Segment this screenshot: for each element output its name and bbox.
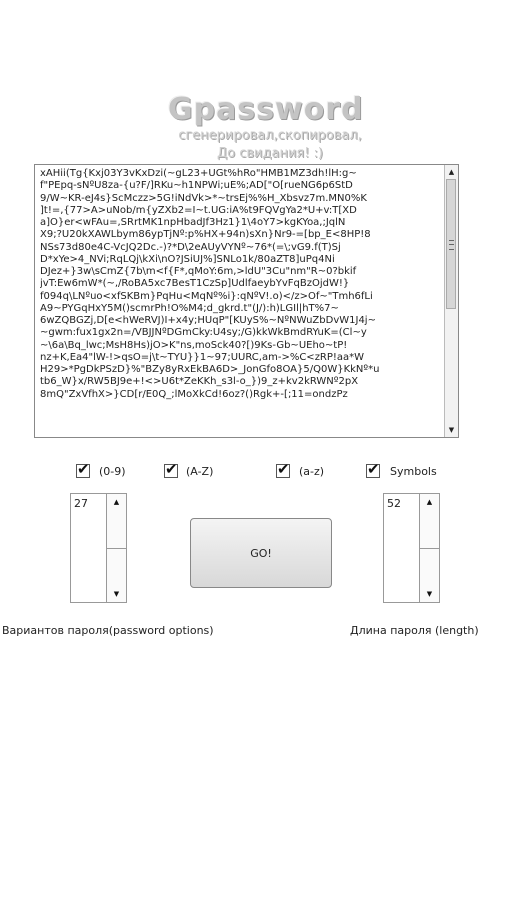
check-icon: ✔ [165, 460, 178, 478]
password-line: D*xYe>4_NVi;RqLQj\kXi\nO?JSiUJ%]SNLo1k/80aZT8]uPq4Ni [40, 253, 335, 265]
password-line: X9;?U20kXAWLbym86ypTjNº:p%HX+94n)sXn}Nr9-=[bp_E<8HP!8 [40, 229, 371, 241]
app-logo-title: Gpassword [168, 92, 364, 127]
password-line: xAHii(Tg{Kxj03Y3vKxDzi(~gL23+UGt%hRo"HMB1MZ3dh!lH:g~ [40, 168, 357, 179]
password-output-text[interactable] [40, 168, 440, 430]
password-line: tb6_W}x/RW5BJ9e+!<>U6t*ZeKKh_s3l-o_})9_z+kv2kRWNº2pX [40, 376, 359, 388]
password-line: 9/W~KR-eJ4s}ScMczz>5G!iNdVk>*~trsEj%%H_Xbsvz7m.MN0%K [40, 192, 367, 204]
check-icon: ✔ [277, 460, 290, 478]
password-line: DJez+}3w\sCmZ{7b\m<f{F*,qMoY:6m,>ldU"3Cu"nm"R~0?bkif [40, 266, 357, 277]
password-line: ~\6a\Bq_lwc;MsH8Hs)jO>K"ns,moSck40?[)9Ks-Gb~UEho~tP! [40, 339, 348, 351]
checkbox-uppercase[interactable] [164, 460, 224, 482]
scroll-up-arrow-icon[interactable]: ▲ [448, 168, 455, 176]
spinner-divider [420, 548, 439, 549]
variants-spinner-scrollbar[interactable] [106, 494, 126, 602]
app-logo-subtitle-line2: До свидания! :) [216, 146, 324, 161]
variants-spinner[interactable] [70, 493, 127, 603]
checkbox-uppercase-label: (A-Z) [186, 465, 214, 478]
variants-spinner-value[interactable]: 27 [74, 497, 88, 510]
password-line: 8mQ"ZxVfhX>}CD[r/E0Q_;lMoXkCd!6oz?()Rgk+-[;11=ondzPz [40, 388, 348, 400]
password-line: ]t!=,{77>A>uNob/m{yZXb2=I~t.UG:iA%t9FQVgYa2*U+v:T[XD [40, 204, 357, 216]
length-spinner[interactable] [383, 493, 440, 603]
password-line: H29>*PgDkPSzD}%"BZy8yRxEkBA6D>_JonGfo8OA}5/Q0W}KkNº*u [40, 364, 380, 375]
password-line: ~gwm:fux1gx2n=/VBJJNºDGmCky:U4sy;/G)kkWkBmdRYuK=(Cl~y [40, 327, 367, 339]
password-line: jvT:Ew6mW*(~,/RoBA5xc7BesT1CzSp]UdlfaeybYvFqBzOjdW!} [40, 278, 350, 290]
spinner-divider [107, 548, 126, 549]
checkbox-symbols[interactable] [366, 460, 441, 482]
go-button[interactable]: GO! [190, 518, 332, 588]
checkbox-lowercase-label: (a-z) [299, 465, 325, 478]
variants-caption: Вариантов пароля(password options) [2, 624, 214, 637]
triangle-down-icon[interactable]: ▼ [426, 590, 433, 598]
length-spinner-value[interactable]: 52 [387, 497, 401, 510]
triangle-down-icon[interactable]: ▼ [113, 590, 120, 598]
check-icon: ✔ [367, 460, 380, 478]
password-output-box[interactable] [34, 164, 459, 438]
password-line: a]O}er<wFAu=,SRrtMK1npHbadJf3Hz1}1\4oY7>kgKYoa,;JqlN [40, 217, 346, 228]
password-line: f094q\LNºuo<xfSKBm}PqHu<MqNº%i}:qNºV!.o)</z>Of~"Tmh6fLi [40, 290, 373, 302]
password-line: nz+K,Ea4"lW-!>qsO=j\t~TYU}}1~97;UURC,am->%C<zRP!aa*W [40, 351, 365, 363]
checkbox-digits-label: (0-9) [99, 465, 126, 478]
check-icon: ✔ [77, 460, 90, 478]
password-line: 6wZQBGZj,D[e<hWeRVJ)I+x4y;HUqP"[KUyS%~NºNWuZbDvW1J4j~ [40, 315, 376, 326]
length-spinner-scrollbar[interactable] [419, 494, 439, 602]
password-line: A9~PYGqHxY5M()scmrPh!O%M4;d_gkrd.t"(J/):h)LGIl|hT%7~ [40, 302, 339, 314]
password-scrollbar[interactable] [444, 165, 458, 437]
checkbox-digits[interactable] [76, 460, 136, 482]
password-line: NSs73d80e4C-VcJQ2Dc.-)?*D\2eAUyVYNº~76*(=\;vG9.f(T)Sj [40, 241, 341, 253]
password-line: f"PEpq-sNºU8za-{u?F/]RKu~h1NPWi;uE%;AD["O[rueNG6p6StD [40, 180, 353, 192]
app-logo-subtitle-line1: сгенерировал,скопировал, [178, 128, 362, 143]
checkbox-lowercase[interactable] [276, 460, 336, 482]
checkbox-symbols-label: Symbols [390, 465, 437, 478]
scroll-grip-icon [449, 240, 454, 250]
length-caption: Длина пароля (length) [350, 624, 479, 637]
triangle-up-icon[interactable]: ▲ [113, 498, 120, 506]
scroll-down-arrow-icon[interactable]: ▼ [448, 426, 455, 434]
triangle-up-icon[interactable]: ▲ [426, 498, 433, 506]
scroll-thumb[interactable] [446, 179, 456, 309]
